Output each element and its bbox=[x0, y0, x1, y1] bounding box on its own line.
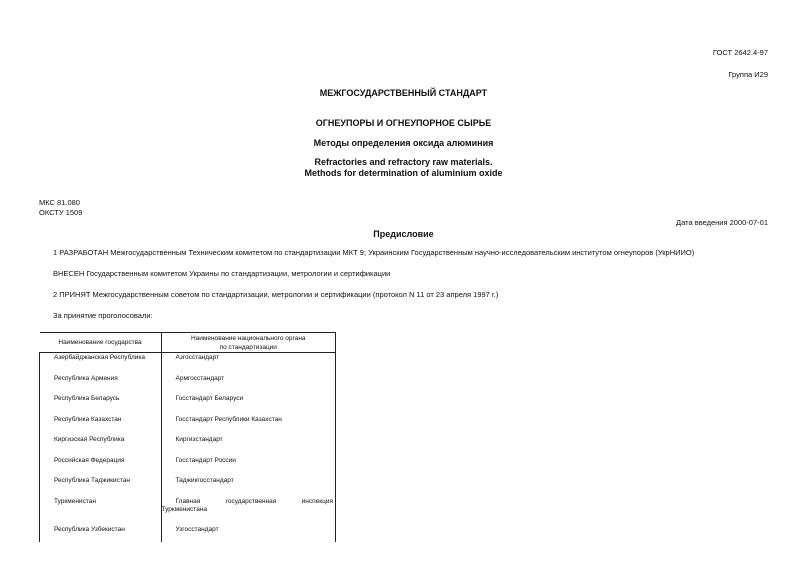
preface-adopted: 2 ПРИНЯТ Межгосударственным советом по стандартизации, метрологии и сертификации (протокол N 11 от 23 апреля 1997 г.) bbox=[53, 290, 499, 299]
english-title-line2: Methods for determination of aluminium oxide bbox=[304, 168, 503, 178]
standards-body-cell: Таджикгосстандарт bbox=[161, 476, 336, 497]
preface-developed: 1 РАЗРАБОТАН Межгосударственным Техническим комитетом по стандартизации МКТ 9; Украинским Государственным научно-исследовательским институтом огнеупоров (УкрНИИО) bbox=[53, 248, 695, 257]
standards-body-word: инспекция bbox=[301, 497, 333, 505]
column-header-standards-body-line2: по стандартизации bbox=[219, 343, 277, 351]
table-row bbox=[40, 435, 336, 456]
english-title-line1: Refractories and refractory raw materials. bbox=[314, 157, 493, 167]
column-header-standards-body bbox=[161, 333, 336, 353]
okstu-code: ОКСТУ 1509 bbox=[39, 208, 83, 217]
introduction-date: Дата введения 2000-07-01 bbox=[676, 218, 768, 227]
state-cell: Республика Таджикистан bbox=[40, 476, 162, 497]
preface-submitted: ВНЕСЕН Государственным комитетом Украины по стандартизации, метрологии и сертификации bbox=[53, 269, 391, 278]
standards-body-cell: Госстандарт Беларуси bbox=[161, 394, 336, 415]
table-row bbox=[40, 476, 336, 497]
standards-body-word: государственная bbox=[225, 497, 277, 505]
state-cell: Туркменистан bbox=[40, 497, 162, 525]
table-row bbox=[40, 374, 336, 395]
document-subtitle: Методы определения оксида алюминия bbox=[313, 138, 494, 148]
table-row bbox=[40, 394, 336, 415]
standards-body-continuation: Туркменистана bbox=[161, 505, 208, 513]
column-header-state: Наименование государства bbox=[40, 333, 162, 353]
preface-voted-label: За принятие проголосовали: bbox=[53, 311, 153, 320]
table-row bbox=[40, 353, 336, 374]
table-row bbox=[40, 415, 336, 436]
document-code: ГОСТ 2642.4-97 bbox=[712, 48, 768, 57]
table-row bbox=[40, 456, 336, 477]
state-cell: Республика Казахстан bbox=[40, 415, 162, 436]
standards-body-cell bbox=[161, 497, 336, 525]
state-cell: Республика Узбекистан bbox=[40, 525, 162, 542]
interstate-standard-heading: МЕЖГОСУДАРСТВЕННЫЙ СТАНДАРТ bbox=[319, 88, 488, 98]
state-cell: Киргизская Республика bbox=[40, 435, 162, 456]
standards-body-cell: Госстандарт Республики Казахстан bbox=[161, 415, 336, 436]
preface-heading: Предисловие bbox=[373, 229, 434, 239]
state-cell: Республика Армения bbox=[40, 374, 162, 395]
table-row bbox=[40, 497, 336, 525]
mks-code: МКС 81.080 bbox=[39, 198, 80, 207]
state-cell: Республика Беларусь bbox=[40, 394, 162, 415]
document-group: Группа И29 bbox=[728, 70, 768, 79]
standards-body-cell: Киргизстандарт bbox=[161, 435, 336, 456]
table-row bbox=[40, 525, 336, 542]
column-header-standards-body-line1: Наименование национального органа bbox=[190, 334, 306, 342]
standards-body-cell: Азгосстандарт bbox=[161, 353, 336, 374]
document-title: ОГНЕУПОРЫ И ОГНЕУПОРНОЕ СЫРЬЕ bbox=[315, 118, 492, 128]
standards-body-cell: Госстандарт России bbox=[161, 456, 336, 477]
state-cell: Российская Федерация bbox=[40, 456, 162, 477]
table-header-row bbox=[40, 333, 336, 353]
standards-body-cell: Армгосстандарт bbox=[161, 374, 336, 395]
state-cell: Азербайджанская Республика bbox=[40, 353, 162, 374]
standards-body-cell: Узгосстандарт bbox=[161, 525, 336, 542]
standards-body-word: Главная bbox=[175, 497, 201, 505]
voting-states-table bbox=[39, 332, 336, 542]
